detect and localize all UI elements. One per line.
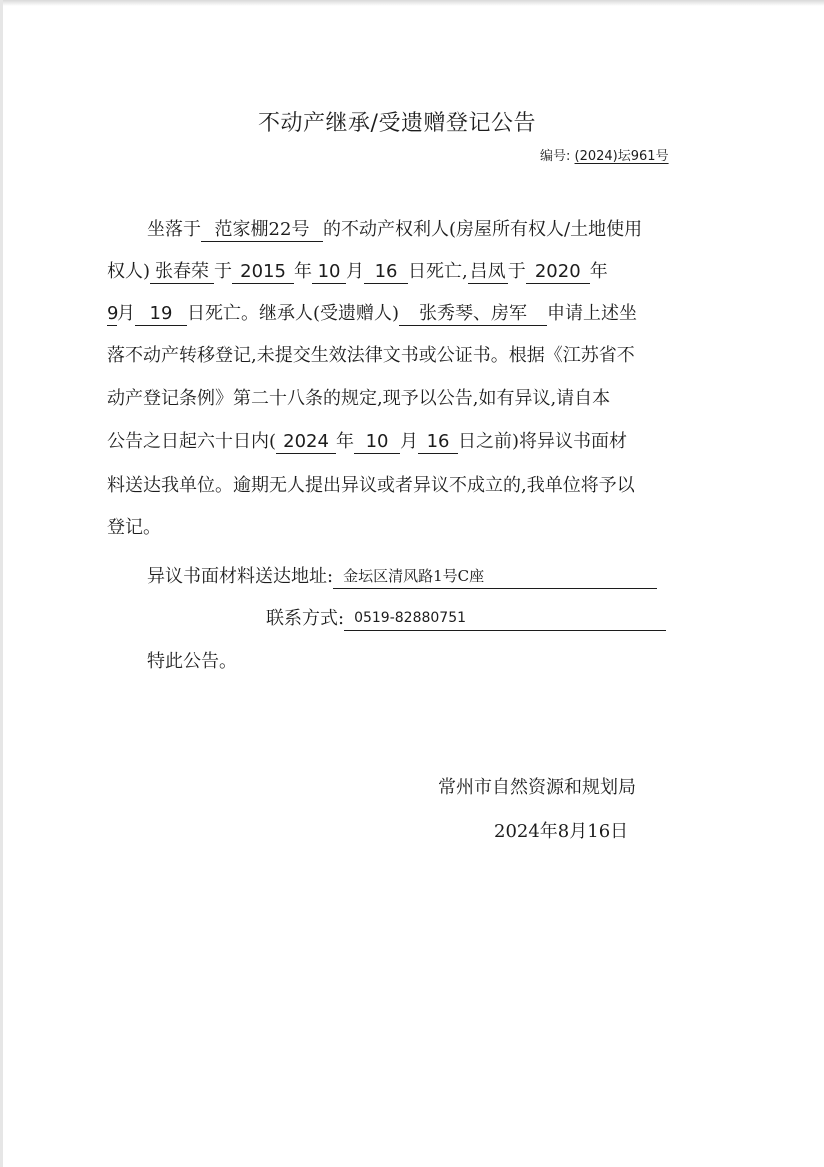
closing-text: 特此公告。: [147, 651, 237, 672]
property-location: 范家棚22号: [201, 219, 323, 242]
scan-left-edge: [0, 0, 3, 1167]
text-month-3: 月: [400, 431, 419, 452]
text-apply: 申请上述坐: [547, 303, 638, 324]
text-on-2: 于: [507, 261, 526, 282]
text-month: 月: [346, 261, 365, 282]
owner1-death-year: 2015: [232, 261, 294, 284]
owner1-death-month: 10: [312, 261, 346, 284]
text-year-3: 年: [336, 431, 355, 452]
deadline-year: 2024: [276, 431, 336, 454]
body-line-5: 动产登记条例》第二十八条的规定,现予以公告,如有异议,请自本: [107, 388, 611, 409]
body-line-4: 落不动产转移登记,未提交生效法律文书或公证书。根据《江苏省不: [107, 345, 635, 366]
owner1-name: 张春荣: [150, 261, 214, 284]
deadline-month: 10: [354, 431, 400, 454]
owner2-death-year: 2020: [526, 261, 590, 284]
text-on: 于: [214, 261, 233, 282]
issue-date: 2024年8月16日: [494, 821, 629, 842]
text-month-2: 月: [117, 303, 135, 324]
document-number: [540, 145, 669, 164]
owner2-death-month: 9: [107, 303, 119, 324]
objection-address-value: 金坛区清风路1号C座: [333, 564, 657, 589]
body-line-1: [147, 218, 747, 242]
contact-value: 0519-82880751: [344, 606, 666, 631]
text-within-sixty-days: 公告之日起六十日内(: [107, 431, 277, 452]
body-line-6: [107, 430, 707, 454]
objection-address-label: 异议书面材料送达地址:: [147, 566, 334, 587]
text-before: 日之前)将异议书面材: [458, 431, 628, 452]
heirs-names: 张秀琴、房军: [399, 303, 547, 326]
body-line-8: 登记。: [107, 517, 161, 538]
body-line-2: [107, 260, 707, 284]
contact-label: 联系方式:: [266, 608, 345, 629]
objection-address-row: [147, 564, 657, 589]
owner2-name: 吕凤: [469, 261, 506, 282]
text-year-2: 年: [589, 261, 608, 282]
owner2-death-day: 19: [135, 303, 187, 326]
owner1-death-day: 16: [364, 261, 408, 284]
body-line-7: 料送达我单位。逾期无人提出异议或者异议不成立的,我单位将予以: [107, 475, 635, 496]
notice-title: 不动产继承/受遗赠登记公告: [258, 111, 536, 136]
text-user: 权人): [107, 261, 151, 282]
deadline-day: 16: [418, 431, 458, 454]
text-year: 年: [294, 261, 313, 282]
document-number-label: 编号:: [540, 149, 571, 164]
text-located-at: 坐落于: [147, 219, 201, 240]
text-rights-holder: 的不动产权利人(房屋所有权人/土地使用: [323, 219, 643, 240]
body-line-3: [107, 302, 707, 326]
contact-row: [266, 606, 666, 631]
scan-top-edge: [0, 0, 824, 6]
issuing-organization: 常州市自然资源和规划局: [438, 777, 636, 798]
text-heirs-label: 日死亡。继承人(受遗赠人): [187, 303, 400, 324]
document-number-value: (2024)坛961号: [574, 149, 669, 164]
text-died: 日死亡,: [408, 261, 468, 282]
